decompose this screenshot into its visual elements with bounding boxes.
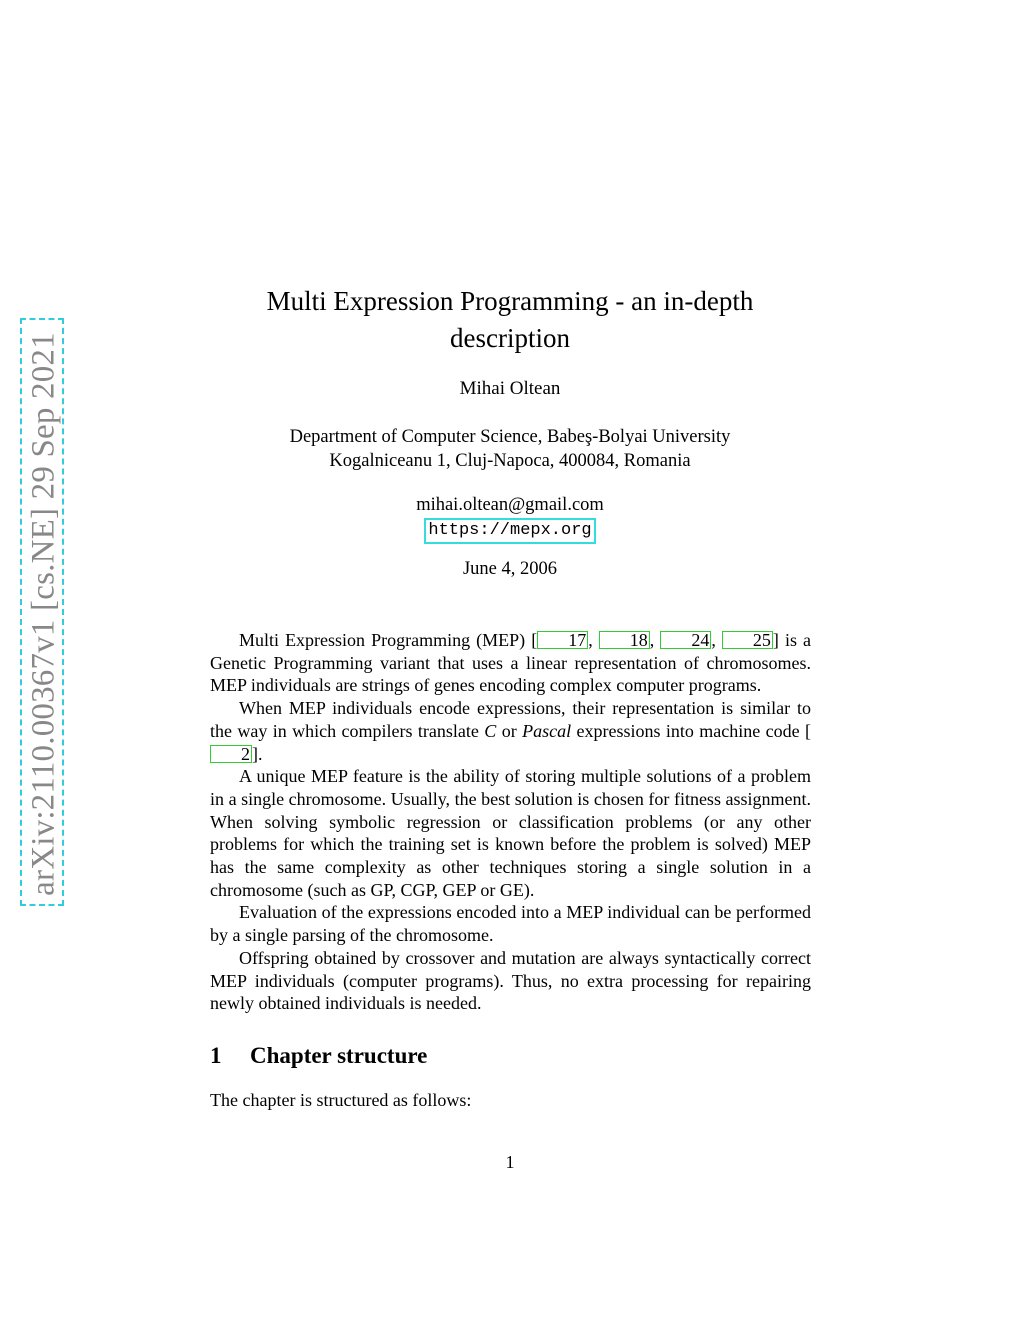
author-email: mihai.oltean@gmail.com	[416, 495, 604, 515]
abstract-p2-end: ].	[252, 743, 263, 764]
abstract-p2-text-a: When MEP individuals encode expressions, their representation is similar to the way in which compilers translate	[210, 698, 811, 741]
paper-date: June 4, 2006	[462, 559, 558, 579]
affiliation-line2: Kogalniceanu 1, Cluj-Napoca, 400084, Romania	[329, 451, 691, 471]
section-title: Chapter structure	[250, 1043, 428, 1068]
citation-link[interactable]: 17	[537, 631, 588, 649]
abstract-p2-or: or	[496, 720, 523, 741]
affiliation-line1: Department of Computer Science, Babeş-Bolyai University	[289, 427, 731, 447]
language-c: C	[484, 720, 497, 741]
citation-link[interactable]: 25	[722, 631, 773, 649]
arxiv-identifier[interactable]: arXiv:2110.00367v1 [cs.NE] 29 Sep 2021	[25, 332, 62, 896]
section-first-line: The chapter is structured as follows:	[210, 1090, 472, 1110]
abstract-paragraph-2	[210, 697, 811, 765]
section-number: 1	[210, 1043, 222, 1068]
citation-link[interactable]: 18	[599, 631, 650, 649]
abstract-paragraph-5: Offspring obtained by crossover and mutation are always syntactically correct MEP individuals (computer programs). Thus, no extra processing for repairing newly obtained individuals is needed.	[210, 947, 811, 1014]
abstract-paragraph-4: Evaluation of the expressions encoded into a MEP individual can be performed by a single parsing of the chromosome.	[210, 902, 811, 946]
abstract-paragraph-3: A unique MEP feature is the ability of storing multiple solutions of a problem in a single chromosome. Usually, the best solution is chosen for fitness assignment. When solving symbolic regression or classification problems (or any other problems for which the training set is known before the problem is solved) MEP has the same complexity as other techniques storing a single solution in a chromosome (such as GP, CGP, GEP or GE).	[210, 766, 811, 900]
paper-title-line2: description	[450, 323, 570, 353]
abstract-p1-text-b: ] is a Genetic Programming variant that uses a linear representation of chromosomes. MEP individuals are strings of genes encoding complex computer programs.	[210, 630, 812, 696]
author-affiliation	[0, 425, 1020, 473]
section-heading	[210, 1043, 427, 1069]
abstract-p1-text-a: Multi Expression Programming (MEP) [	[239, 630, 538, 650]
url-container	[0, 518, 1020, 544]
abstract	[210, 629, 811, 1015]
arxiv-stamp-box[interactable]	[20, 318, 64, 906]
citation-link[interactable]: 2	[210, 745, 252, 763]
abstract-p2-text-b: expressions into machine code [	[571, 720, 812, 741]
page-number: 1	[505, 1152, 515, 1172]
abstract-paragraph-1: Multi Expression Programming (MEP) [ 17 , 18 , 24 , 25 ] is a Genetic Programming variant that uses a linear representation of chromosomes. MEP individuals are strings of genes encoding complex computer programs.	[210, 630, 812, 696]
paper-title	[0, 283, 1020, 357]
citation-link[interactable]: 24	[660, 631, 711, 649]
language-pascal: Pascal	[522, 720, 572, 741]
paper-title-line1: Multi Expression Programming - an in-depth	[266, 286, 754, 316]
author-name: Mihai Oltean	[459, 378, 561, 399]
website-link[interactable]: https://mepx.org	[424, 518, 595, 544]
